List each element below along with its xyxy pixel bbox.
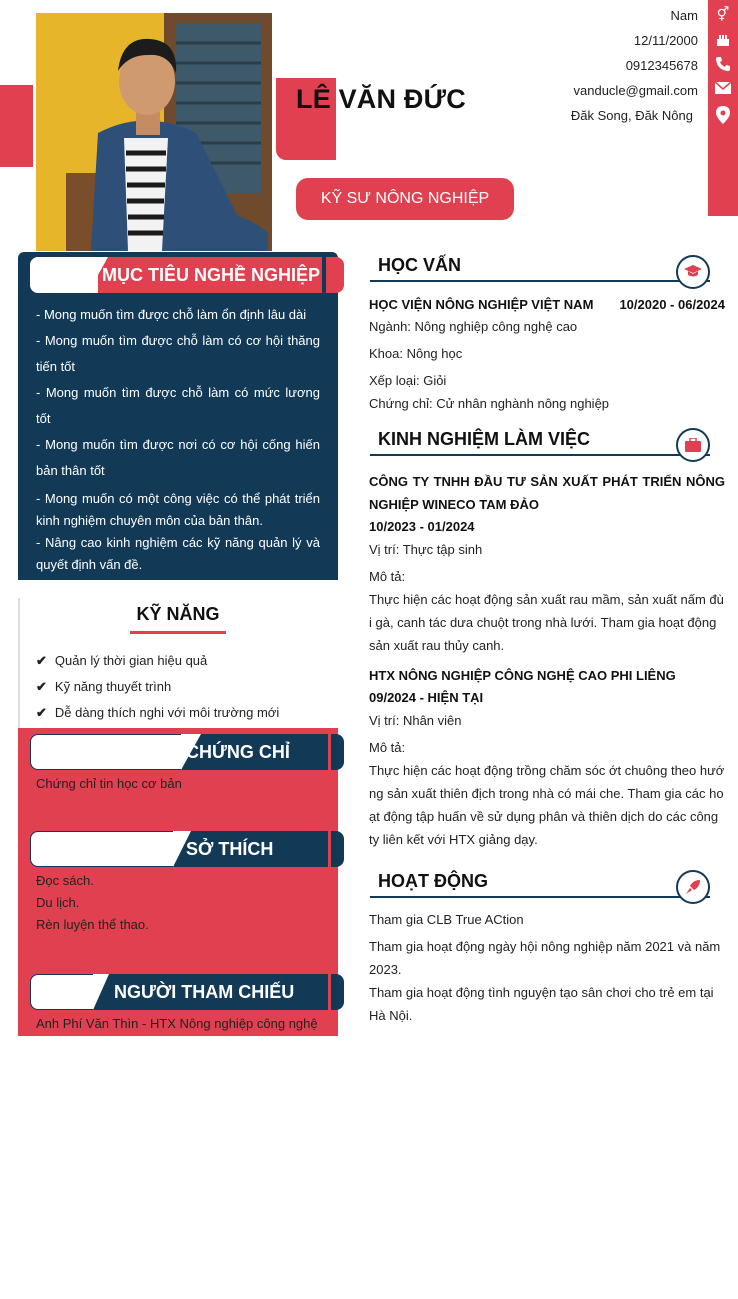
job-position: Vị trí: Thực tập sinh — [369, 542, 483, 557]
check-icon: ✔ — [36, 679, 47, 694]
rocket-icon — [676, 870, 710, 904]
left-accent-block — [0, 85, 33, 167]
objective-item: - Mong muốn tìm được chỗ làm có cơ hội thăng tiến tốt — [36, 333, 320, 374]
skill-item — [36, 653, 207, 669]
education-certificate: Chứng chỉ: Cử nhân nghành nông nghiệp — [369, 396, 610, 411]
hobby-item: Du lịch. — [36, 895, 80, 910]
job-company: CÔNG TY TNHH ĐẦU TƯ SẢN XUẤT PHÁT TRIỂN NÔNG NGHIỆP WINECO TAM ĐẢO — [369, 474, 725, 512]
skill-label: Quản lý thời gian hiệu quả — [54, 653, 208, 668]
skill-item — [36, 705, 279, 721]
education-title: HỌC VẤN — [378, 255, 462, 275]
education-faculty: Khoa: Nông học — [369, 346, 463, 361]
activity-item: Tham gia hoạt động tình nguyện tạo sân chơi cho trẻ em tại Hà Nội. — [369, 985, 714, 1023]
hobbies-banner — [30, 831, 344, 867]
cake-icon — [708, 31, 738, 50]
gender-text: Nam — [670, 8, 698, 23]
job-description: Thực hiện các hoạt động sản xuất rau mầm, sản xuất nấm đùi gà, canh tác dưa chuột trong nhà lưới. Tham gia hoạt động sản xuất rau thủy canh. — [369, 592, 724, 653]
job-description-label: Mô tả: — [369, 740, 406, 755]
education-major: Ngành: Nông nghiệp công nghệ cao — [369, 319, 578, 334]
certificates-banner — [30, 734, 344, 770]
objective-item: - Mong muốn tìm được nơi có cơ hội cống hiến bản thân tốt — [36, 437, 320, 478]
check-icon: ✔ — [36, 653, 47, 668]
hobby-item: Rèn luyện thể thao. — [36, 917, 149, 932]
profile-photo — [36, 13, 272, 251]
objective-item: - Mong muốn tìm được chỗ làm có mức lương tốt — [36, 385, 320, 426]
references-title: NGƯỜI THAM CHIẾU — [114, 982, 295, 1002]
job-description: Thực hiện các hoạt động trồng chăm sóc ớt chuông theo hướng sản xuất thiên địch trong nhà có mái che. Tham gia các hoạt động tập huấn về sử dụng phân và thiên dịch do các công ty liên kết với HTX giảng dạy. — [369, 763, 725, 847]
gender-icon: ⚥ — [716, 6, 730, 22]
graduation-cap-icon — [676, 255, 710, 289]
certificates-title: CHỨNG CHỈ — [186, 742, 290, 762]
job-period: 09/2024 - HIỆN TẠI — [369, 690, 484, 705]
skill-label: Kỹ năng thuyết trình — [54, 679, 172, 694]
certificate-item: Chứng chỉ tin học cơ bản — [36, 776, 182, 791]
hobbies-title: SỞ THÍCH — [186, 839, 274, 859]
activity-item: Tham gia hoạt động ngày hội nông nghiệp năm 2021 và năm 2023. — [369, 939, 721, 977]
skills-underline — [130, 631, 226, 634]
education-divider — [370, 280, 710, 282]
education-period: 10/2020 - 06/2024 — [619, 297, 725, 312]
reference-item: Anh Phí Văn Thìn - HTX Nông nghiệp công nghệ — [36, 1016, 318, 1031]
mail-icon — [708, 81, 738, 98]
job-position: Vị trí: Nhân viên — [369, 713, 462, 728]
references-banner — [30, 974, 344, 1010]
candidate-name: LÊ VĂN ĐỨC — [296, 84, 466, 114]
location-pin-icon — [708, 106, 738, 127]
objective-item: - Nâng cao kinh nghiệm các kỹ năng quản lý và quyết định vấn đề. — [36, 535, 320, 572]
experience-title: KINH NGHIỆM LÀM VIỆC — [378, 429, 591, 449]
activity-item: Tham gia CLB True ACtion — [369, 912, 524, 927]
objective-title: MỤC TIÊU NGHỀ NGHIỆP — [102, 265, 321, 285]
skill-item — [36, 679, 171, 695]
objective-list — [36, 302, 320, 576]
activities-title: HOẠT ĐỘNG — [378, 871, 488, 891]
phone-text: 0912345678 — [625, 58, 698, 73]
job-title-badge: KỸ SƯ NÔNG NGHIỆP — [296, 178, 514, 220]
activities-divider — [370, 896, 710, 898]
check-icon: ✔ — [36, 705, 47, 720]
briefcase-icon — [676, 428, 710, 462]
experience-divider — [370, 454, 710, 456]
school-name: HỌC VIỆN NÔNG NGHIỆP VIỆT NAM — [369, 297, 594, 312]
skill-label: Dễ dàng thích nghi với môi trường mới — [54, 705, 280, 720]
phone-icon — [708, 56, 738, 75]
job-description-label: Mô tả: — [369, 569, 406, 584]
job-company: HTX NÔNG NGHIỆP CÔNG NGHỆ CAO PHI LIÊNG — [369, 668, 676, 683]
birthday-text: 12/11/2000 — [633, 33, 698, 48]
address-text: Đăk Song, Đăk Nông — [570, 108, 693, 123]
skills-title: KỸ NĂNG — [136, 604, 220, 624]
hobby-item: Đọc sách. — [36, 873, 94, 888]
objective-item: - Mong muốn tìm được chỗ làm ổn định lâu dài — [36, 307, 307, 322]
objective-item: - Mong muốn có một công việc có thể phát triển kinh nghiệm chuyên môn của bản thân. — [36, 491, 320, 528]
education-grade: Xếp loại: Giỏi — [369, 373, 447, 388]
objective-banner — [30, 257, 344, 293]
job-period: 10/2023 - 01/2024 — [369, 519, 475, 534]
email-text: vanducle@gmail.com — [573, 83, 698, 98]
